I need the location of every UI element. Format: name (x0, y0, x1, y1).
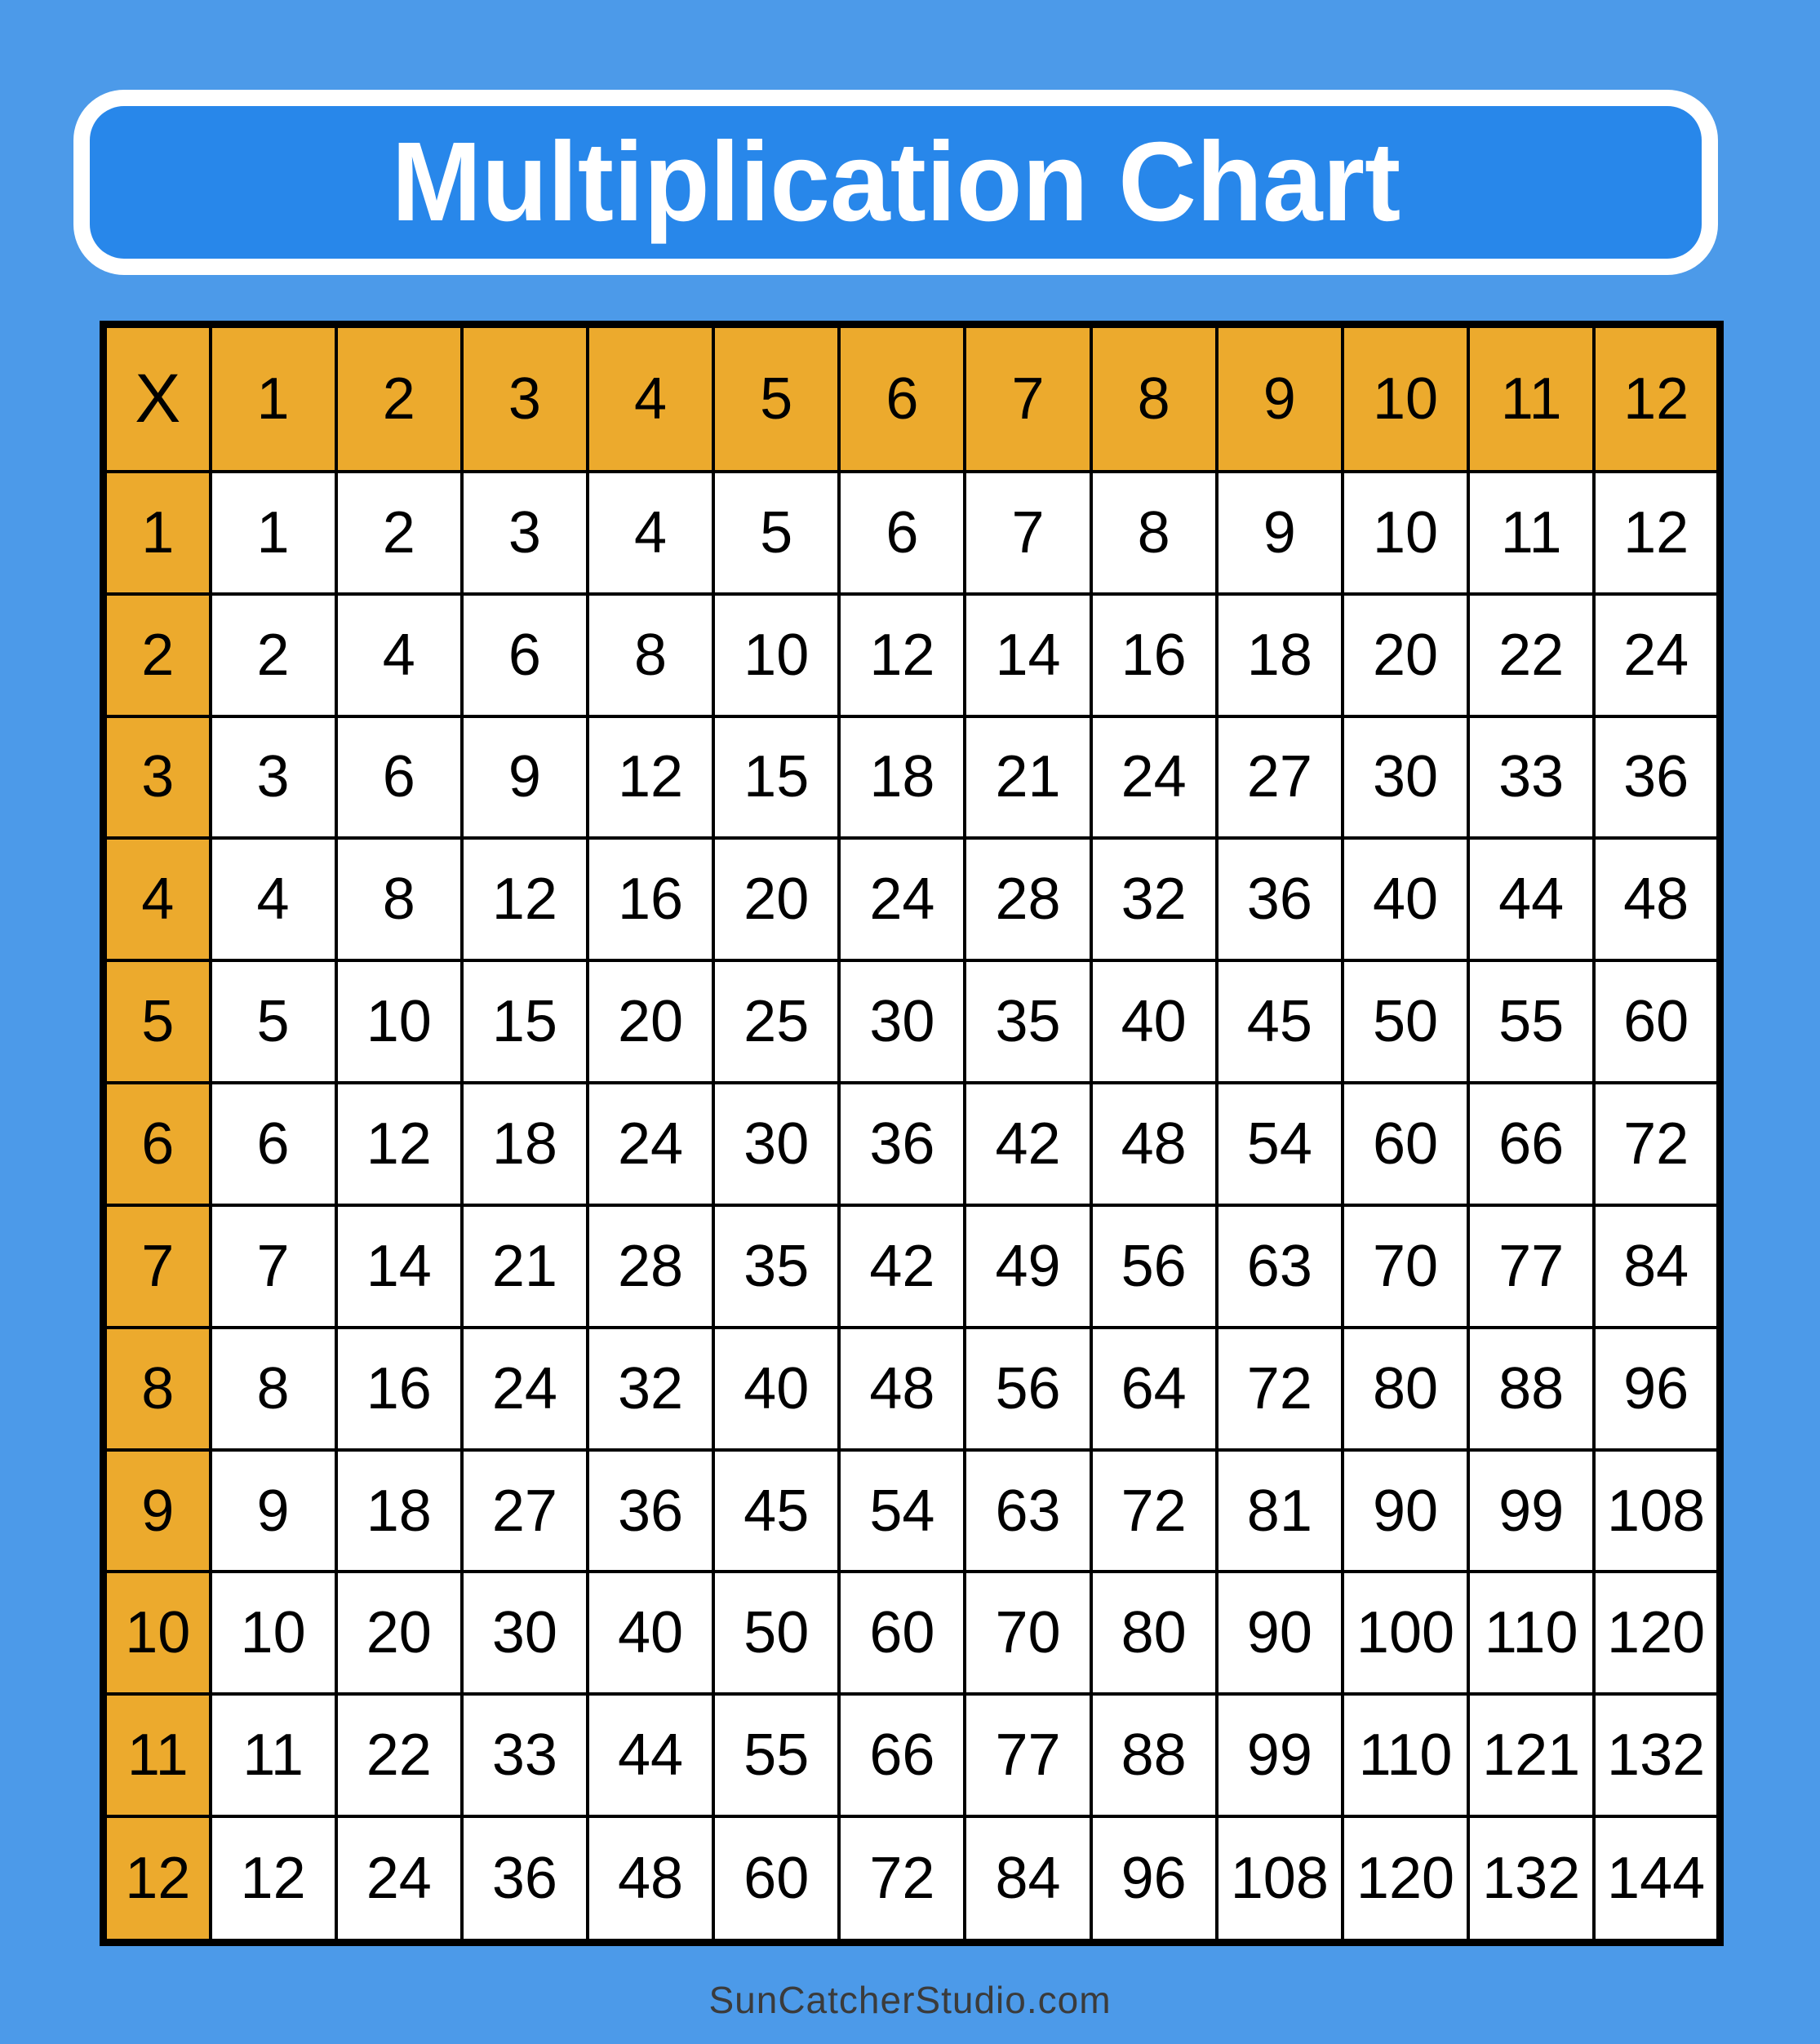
table-cell: 28 (965, 838, 1090, 960)
table-row (104, 838, 1720, 960)
column-header-cell: 7 (965, 325, 1090, 472)
column-header-cell: 4 (588, 325, 713, 472)
column-header-cell: 3 (462, 325, 588, 472)
table-cell: 132 (1594, 1694, 1720, 1816)
table-cell: 66 (1468, 1083, 1594, 1205)
table-cell: 40 (1091, 960, 1217, 1083)
table-cell: 60 (713, 1816, 839, 1942)
table-cell: 63 (965, 1450, 1090, 1572)
table-cell: 50 (1343, 960, 1468, 1083)
table-cell: 90 (1343, 1450, 1468, 1572)
table-cell: 6 (211, 1083, 336, 1205)
table-cell: 45 (1217, 960, 1343, 1083)
multiplication-table (100, 321, 1724, 1946)
table-cell: 9 (462, 716, 588, 839)
table-cell: 121 (1468, 1694, 1594, 1816)
table-cell: 18 (839, 716, 965, 839)
table-cell: 36 (1594, 716, 1720, 839)
table-cell: 72 (1594, 1083, 1720, 1205)
table-cell: 6 (336, 716, 462, 839)
table-cell: 4 (588, 472, 713, 594)
footer-text: SunCatcherStudio.com (708, 1979, 1112, 2021)
table-cell: 55 (1468, 960, 1594, 1083)
table-cell: 24 (1594, 594, 1720, 716)
table-cell: 36 (839, 1083, 965, 1205)
table-cell: 12 (839, 594, 965, 716)
table-cell: 64 (1091, 1328, 1217, 1450)
table-cell: 90 (1217, 1572, 1343, 1694)
table-cell: 33 (1468, 716, 1594, 839)
table-cell: 4 (211, 838, 336, 960)
row-header-cell: 5 (104, 960, 211, 1083)
table-cell: 27 (462, 1450, 588, 1572)
header-row (104, 325, 1720, 472)
table-cell: 100 (1343, 1572, 1468, 1694)
table-cell: 2 (211, 594, 336, 716)
table-cell: 33 (462, 1694, 588, 1816)
table-cell: 10 (713, 594, 839, 716)
table-cell: 15 (713, 716, 839, 839)
row-header-cell: 8 (104, 1328, 211, 1450)
row-header-cell: 6 (104, 1083, 211, 1205)
table-cell: 30 (1343, 716, 1468, 839)
table-cell: 30 (713, 1083, 839, 1205)
table-cell: 72 (1217, 1328, 1343, 1450)
table-cell: 60 (1594, 960, 1720, 1083)
table-row (104, 960, 1720, 1083)
table-cell: 44 (1468, 838, 1594, 960)
table-cell: 110 (1468, 1572, 1594, 1694)
table-cell: 7 (211, 1205, 336, 1328)
table-cell: 20 (1343, 594, 1468, 716)
page-title: Multiplication Chart (391, 119, 1401, 245)
table-cell: 32 (1091, 838, 1217, 960)
table-cell: 9 (1217, 472, 1343, 594)
column-header-cell: 12 (1594, 325, 1720, 472)
table-cell: 15 (462, 960, 588, 1083)
table-cell: 55 (713, 1694, 839, 1816)
table-cell: 7 (965, 472, 1090, 594)
table-row (104, 716, 1720, 839)
table-cell: 14 (336, 1205, 462, 1328)
title-banner (73, 90, 1718, 275)
table-cell: 12 (211, 1816, 336, 1942)
corner-cell: X (104, 325, 211, 472)
row-header-cell: 9 (104, 1450, 211, 1572)
table-cell: 24 (462, 1328, 588, 1450)
table-cell: 11 (1468, 472, 1594, 594)
table-cell: 8 (1091, 472, 1217, 594)
table-cell: 81 (1217, 1450, 1343, 1572)
table-cell: 20 (336, 1572, 462, 1694)
table-cell: 99 (1217, 1694, 1343, 1816)
table-cell: 49 (965, 1205, 1090, 1328)
table-cell: 24 (336, 1816, 462, 1942)
table-cell: 144 (1594, 1816, 1720, 1942)
column-header-cell: 6 (839, 325, 965, 472)
table-cell: 22 (1468, 594, 1594, 716)
row-header-cell: 12 (104, 1816, 211, 1942)
table-cell: 36 (1217, 838, 1343, 960)
table-cell: 12 (336, 1083, 462, 1205)
table-cell: 6 (462, 594, 588, 716)
table-cell: 35 (713, 1205, 839, 1328)
table-row (104, 1816, 1720, 1942)
table-cell: 60 (839, 1572, 965, 1694)
table-cell: 132 (1468, 1816, 1594, 1942)
table-cell: 54 (839, 1450, 965, 1572)
table-cell: 24 (839, 838, 965, 960)
table-cell: 10 (1343, 472, 1468, 594)
row-header-cell: 1 (104, 472, 211, 594)
table-cell: 12 (588, 716, 713, 839)
table-cell: 18 (1217, 594, 1343, 716)
row-header-cell: 10 (104, 1572, 211, 1694)
table-cell: 42 (839, 1205, 965, 1328)
table-cell: 96 (1594, 1328, 1720, 1450)
table-cell: 99 (1468, 1450, 1594, 1572)
column-header-cell: 2 (336, 325, 462, 472)
row-header-cell: 11 (104, 1694, 211, 1816)
table-cell: 63 (1217, 1205, 1343, 1328)
table-cell: 10 (211, 1572, 336, 1694)
table-cell: 1 (211, 472, 336, 594)
table-cell: 30 (462, 1572, 588, 1694)
table-cell: 3 (462, 472, 588, 594)
table-cell: 18 (336, 1450, 462, 1572)
row-header-cell: 4 (104, 838, 211, 960)
table-cell: 9 (211, 1450, 336, 1572)
table-cell: 60 (1343, 1083, 1468, 1205)
table-cell: 77 (965, 1694, 1090, 1816)
column-header-cell: 9 (1217, 325, 1343, 472)
column-header-cell: 5 (713, 325, 839, 472)
table-row (104, 594, 1720, 716)
table-cell: 66 (839, 1694, 965, 1816)
table-cell: 10 (336, 960, 462, 1083)
table-cell: 16 (588, 838, 713, 960)
table-cell: 28 (588, 1205, 713, 1328)
table-body (104, 325, 1720, 1943)
table-cell: 21 (462, 1205, 588, 1328)
table-cell: 48 (588, 1816, 713, 1942)
table-cell: 80 (1091, 1572, 1217, 1694)
table-cell: 44 (588, 1694, 713, 1816)
table-cell: 21 (965, 716, 1090, 839)
table-cell: 32 (588, 1328, 713, 1450)
table-row (104, 1450, 1720, 1572)
table-cell: 3 (211, 716, 336, 839)
row-header-cell: 3 (104, 716, 211, 839)
table-cell: 40 (1343, 838, 1468, 960)
table-cell: 72 (839, 1816, 965, 1942)
table-row (104, 472, 1720, 594)
table-cell: 11 (211, 1694, 336, 1816)
column-header-cell: 11 (1468, 325, 1594, 472)
table-cell: 36 (588, 1450, 713, 1572)
table-cell: 22 (336, 1694, 462, 1816)
column-header-cell: 8 (1091, 325, 1217, 472)
table-row (104, 1328, 1720, 1450)
table-row (104, 1205, 1720, 1328)
table-cell: 48 (1594, 838, 1720, 960)
table-cell: 84 (965, 1816, 1090, 1942)
table-cell: 16 (336, 1328, 462, 1450)
table-cell: 18 (462, 1083, 588, 1205)
table-cell: 42 (965, 1083, 1090, 1205)
table-cell: 12 (1594, 472, 1720, 594)
table-cell: 20 (713, 838, 839, 960)
table-cell: 5 (713, 472, 839, 594)
table-cell: 16 (1091, 594, 1217, 716)
table-cell: 54 (1217, 1083, 1343, 1205)
table-cell: 77 (1468, 1205, 1594, 1328)
table-cell: 4 (336, 594, 462, 716)
table-cell: 8 (336, 838, 462, 960)
table-cell: 72 (1091, 1450, 1217, 1572)
table-cell: 88 (1468, 1328, 1594, 1450)
table-cell: 120 (1594, 1572, 1720, 1694)
table-row (104, 1083, 1720, 1205)
table-cell: 45 (713, 1450, 839, 1572)
table-cell: 6 (839, 472, 965, 594)
table-cell: 48 (839, 1328, 965, 1450)
table-cell: 70 (1343, 1205, 1468, 1328)
table-cell: 5 (211, 960, 336, 1083)
table-cell: 56 (1091, 1205, 1217, 1328)
table-cell: 14 (965, 594, 1090, 716)
table-cell: 36 (462, 1816, 588, 1942)
table-cell: 40 (588, 1572, 713, 1694)
table-cell: 35 (965, 960, 1090, 1083)
table-row (104, 1694, 1720, 1816)
table-cell: 27 (1217, 716, 1343, 839)
table-cell: 80 (1343, 1328, 1468, 1450)
table-cell: 48 (1091, 1083, 1217, 1205)
column-header-cell: 10 (1343, 325, 1468, 472)
table-cell: 70 (965, 1572, 1090, 1694)
column-header-cell: 1 (211, 325, 336, 472)
table-cell: 20 (588, 960, 713, 1083)
row-header-cell: 7 (104, 1205, 211, 1328)
table-cell: 30 (839, 960, 965, 1083)
table-cell: 84 (1594, 1205, 1720, 1328)
table-cell: 24 (1091, 716, 1217, 839)
table-cell: 8 (211, 1328, 336, 1450)
table-cell: 110 (1343, 1694, 1468, 1816)
table-cell: 40 (713, 1328, 839, 1450)
table-cell: 2 (336, 472, 462, 594)
table-cell: 12 (462, 838, 588, 960)
row-header-cell: 2 (104, 594, 211, 716)
table-cell: 108 (1217, 1816, 1343, 1942)
table-cell: 120 (1343, 1816, 1468, 1942)
table-row (104, 1572, 1720, 1694)
table-cell: 50 (713, 1572, 839, 1694)
table-cell: 108 (1594, 1450, 1720, 1572)
table-cell: 88 (1091, 1694, 1217, 1816)
table-cell: 96 (1091, 1816, 1217, 1942)
table-cell: 24 (588, 1083, 713, 1205)
table-cell: 56 (965, 1328, 1090, 1450)
table-cell: 25 (713, 960, 839, 1083)
table-cell: 8 (588, 594, 713, 716)
